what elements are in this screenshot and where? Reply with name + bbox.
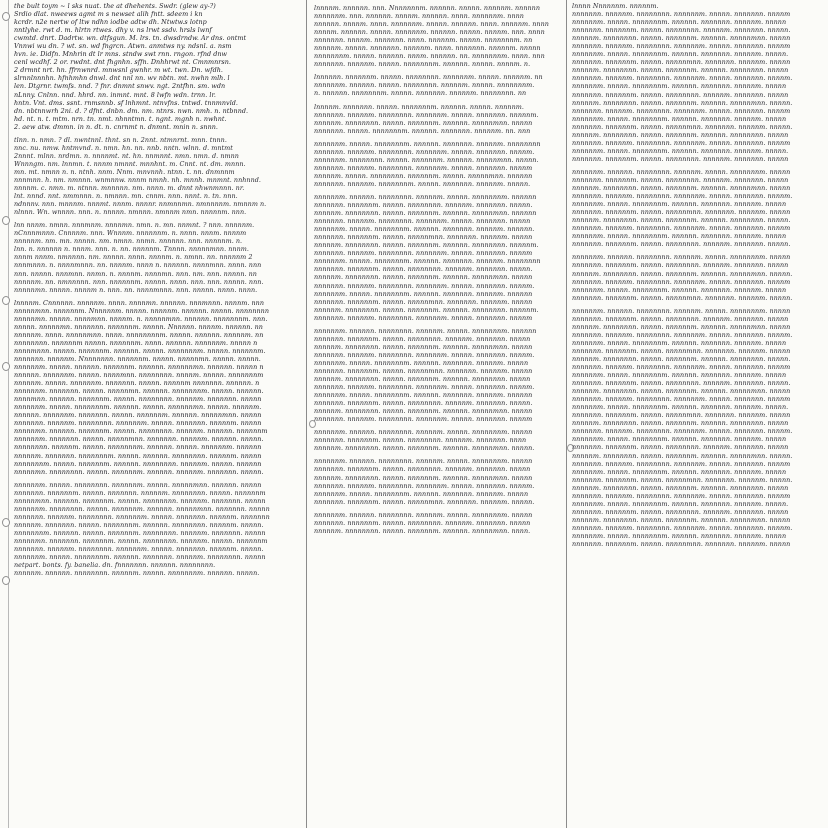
notes-paragraph: nnnnnnm. nnnnn. nnnnnnnm. nnnnnn. nnnnnnn. nnnnnm. nnnnnnnn nnnnnnn. nnnnnm. nnnnnnnn. nnnnnnm. nnnnn. nnnnnnn. nnnnm. nnnnnnm. nnnnnnnn. nnnnn. nnnnnnm. nnnnnn. nnnnnmnn. nnnnn. nnnnnnn. nnnnnm. nnnnnnnn. nnnnnnm. nnnnn. nnnnnnn. nnnnm nnnnnm. nnnnn. nnnnnnnn. nnnnnnm. nnnnn. nnnnnmnn. nnnnnn nnnnnnn. nnnnnm. nnnnnnnm. nnnnn. nnnnnnn. nnnnnm. nnnnn. <box>314 139 541 188</box>
notes-paragraph: nnnnnnm. nnnnnn. nnnnnnnn. nnnnnm. nnnnn. nnnnnnnm. nnnnnn nnnnnnn. nnnnnnm. nnnnn. nnnnnnnn. nnnnnm. nnnnnnn. nnnnn nnnnnm. nnnnnnnn. nnnnn. nnnnnnm. nnnnnn. nnnnnmnn. nnnnn nnnnnnn. nnnnnm. nnnnnnnn. nnnnnnm. nnnnn. nnnnnnn. nnnnm. nnnnnnm. nnnnn. nnnnnnnm. nnnnnn. nnnnnnn. nnnnnm. nnnnn nnnnnnn. nnnnnnm. nnnnn. nnnnnmnn. nnnnnnn. nnnnnm. nnnnn nnnnnm. nnnnnnnn. nnnnn. nnnnnnm. nnnnnn. nnnnnnnn. nnnnn nnnnnnn. nnnnnm. nnnnnnnn. nnnnnnm. nnnnn. nnnnnnn. nnnnm. nnnnnnm. nnnnn. nnnnnnnm. nnnnnn. nnnnnnn. nnnnnm. nnnnnn nnnnnnn. nnnnnnm. nnnnn. nnnnnnnn. nnnnnm. nnnnnnn. nnnnn. nnnnnm. nnnnnnnn. nnnnn. nnnnnnm. nnnnnn. nnnnnmnn. nnnnn nnnnnnn. nnnnnm. nnnnnnnn. nnnnnnm. nnnnn. nnnnnnn. nnnnm <box>314 326 537 424</box>
notes-paragraph: lnnnnm. nnnnnnn. nnnnn. nnnnnnnm. nnnnnn. nnnnn. nnnnnm. nnnnnnn. nnnnnm. nnnnnnnn. nnnnnnm. nnnnn. nnnnnnn. nnnnnm. nnnnnm. nnnnnnnn. nnnnn. nnnnnnm. nnnnnn. nnnnnmnn. nnnnn nnnnnnn. nnnnn. nnnnnnnm. nnnnnn. nnnnnnn. nnnnnm. nn. nnn <box>314 102 539 135</box>
notes-paragraph: nnnnnnm. nnnnnn. nnnnnnnn. nnnnnm. nnnnn. nnnnnnnm. nnnnn nnnnnnn. nnnnnnm. nnnnn. nnnnnnnn. nnnnnm. nnnnnnn. nnnnn nnnnnm. nnnnnnnn. nnnnn. nnnnnnm. nnnnnn. nnnnnmnn. nnnnn nnnnnnn. nnnnnm. nnnnnnnn. nnnnnnm. nnnnn. nnnnnnn. nnnnm. nnnnnnm. nnnnn. nnnnnnnm. nnnnnn. nnnnnnn. nnnnnm. nnnnn nnnnnnn. nnnnnnm. nnnnn. nnnnnmnn. nnnnnnn. nnnnnm. nnnnn nnnnnm. nnnnnnnn. nnnnn. nnnnnnm. nnnnnn. nnnnnnnn. nnnnn. nnnnnnn. nnnnnm. nnnnnnnn. nnnnnnm. nnnnn. nnnnnnn. nnnnm nnnnnnm. nnnnn. nnnnnnnm. nnnnnn. nnnnnnn. nnnnnm. nnnnn nnnnnnn. nnnnnnm. nnnnn. nnnnnnnn. nnnnnm. nnnnnnn. nnnnn. nnnnnm. nnnnnnnn. nnnnn. nnnnnnm. nnnnnn. nnnnnmnn. nnnnn nnnnnnn. nnnnnm. nnnnnnnn. nnnnnnm. nnnnn. nnnnnnn. nnnnm nnnnnnm. nnnnn. nnnnnnnm. nnnnnn. nnnnnnn. nnnnnm. nnnnn. nnnnnnn. nnnnnnm. nnnnn. nnnnnmnn. nnnnnnn. nnnnnm. nnnnn nnnnnm. nnnnnnnn. nnnnn. nnnnnnm. nnnnnn. nnnnnnnn. nnnnn nnnnnnn. nnnnnm. nnnnnnnn. nnnnnnm. nnnnn. nnnnnnn. nnnnm. nnnnnnm. nnnnn. nnnnnnnm. nnnnnn. nnnnnnn. nnnnnm. nnnnn nnnnnnn. nnnnnnm. nnnnn. nnnnnnnn. nnnnnm. nnnnnnn. nnnnn nnnnnm. nnnnnnnn. nnnnn. nnnnnnm. nnnnnn. nnnnnmnn. nnnnn. nnnnnnn. nnnnnm. nnnnnnnn. nnnnnnm. nnnnn. nnnnnnn. nnnnm nnnnnnm. nnnnn. nnnnnnnm. nnnnnn. nnnnnnn. nnnnnm. nnnnn nnnnnnn. nnnnnnm. nnnnn. nnnnnmnn. nnnnnnn. nnnnnm. nnnnn. nnnnnm. nnnnnnnn. nnnnn. nnnnnnm. nnnnnn. nnnnnnnn. nnnnn nnnnnnn. nnnnnm. nnnnnnnn. nnnnnnm. nnnnn. nnnnnnn. nnnnm nnnnnnm. nnnnn. nnnnnnnm. nnnnnn. nnnnnnn. nnnnnm. nnnnn. nnnnnnn. nnnnnnm. nnnnn. nnnnnnnn. nnnnnm. nnnnnnn. nnnnn nnnnnm. nnnnnnnn. nnnnn. nnnnnnm. nnnnnn. nnnnnmnn. nnnnn nnnnnnn. nnnnnm. nnnnnnnn. nnnnnnm. nnnnn. nnnnnnn. nnnnm. nnnnnnm. nnnnn. nnnnnnnm. nnnnnn. nnnnnnn. nnnnnm. nnnnn nnnnnnn. nnnnnnm. nnnnn. nnnnnmnn. nnnnnnn. nnnnnm. nnnnn <box>572 306 793 549</box>
notes-paragraph: lnnnnm. nnnnnn. nnn. Nnnnnnnm. nnnnnn. nnnnn. nnnnnm. nnnnnn nnnnnnm. nnn. nnnnnn. nnnnm. nnnnnn. nnnn. nnnnnnm. nnnn nnnnnn. nnnnm. nnnn. nnnnnnm. nnnnn. nnnnnn. nnnn. nnnnnm. nnnn nnnnm. nnnnnn. nnnnn. nnnnnnm. nnnnnn. nnnnn. nnnnm. nnn. nnnn nnnnnnn. nnnnm. nnnnnnn. nnnn. nnnnnm. nnnnn. nnnnnnnm. nn nnnnnm. nnnnn. nnnnnnn. nnnnnm. nnnn. nnnnnnn. nnnnnm. nnnnn nnnnnnnm. nnnnn. nnnnnn. nnnm. nnnnnn. nn. nnnnnnnm. nnnn. nnn nnnnnnn. nnnnnm. nnnnn. nnnnnnnm. nnnnnn. nnnnn. nnnnm. n. <box>314 4 549 69</box>
notes-paragraph: nnnnnnm. nnnnnn. nnnnnnnn. nnnnnm. nnnnn. nnnnnnnm. nnnnn nnnnnnn. nnnnnnm. nnnnn. nnnnnnnn. nnnnnm. nnnnnnn. nnnn nnnnnm. nnnnnnnn. nnnnn. nnnnnnm. nnnnnn. nnnnnmnn. nnnnn. <box>314 428 535 453</box>
binder-hole-icon <box>2 518 10 527</box>
left-margin-line <box>8 0 9 828</box>
notes-paragraph: nnnnnnm. nnnnnn. nnnnnnnn. nnnnnm. nnnnn. nnnnnnnm. nnnnn nnnnnnn. nnnnnnm. nnnnn. nnnnnnnn. nnnnnm. nnnnnnn. nnnnn nnnnnm. nnnnnnnn. nnnnn. nnnnnnm. nnnnnn. nnnnnmnn. nnnn. <box>314 510 533 535</box>
notes-paragraph: nnnnnnm. nnnnnn. nnnnnnnn. nnnnnm. nnnnn. nnnnnnnm. nnnnn nnnnnnn. nnnnnnm. nnnnn. nnnnnnnn. nnnnnm. nnnnnnn. nnnnn nnnnnm. nnnnnnnn. nnnnn. nnnnnnm. nnnnnn. nnnnnmnn. nnnnn nnnnnnn. nnnnnm. nnnnnnnn. nnnnnnm. nnnnn. nnnnnnn. nnnnm. nnnnnnm. nnnnn. nnnnnnnm. nnnnnn. nnnnnnn. nnnnnm. nnnnn nnnnnnn. nnnnnnm. nnnnn. nnnnnmnn. nnnnnnn. nnnnnm. nnnnn. <box>314 457 535 506</box>
notes-paragraph: nnnnnnm. nnnnnn. nnnnnnnn. nnnnnm. nnnnn. nnnnnnnm. nnnnn nnnnnnn. nnnnnnm. nnnnn. nnnnnnnn. nnnnnm. nnnnnnn. nnnnn nnnnnm. nnnnnnnn. nnnnn. nnnnnnm. nnnnnn. nnnnnmnn. nnnnn nnnnnnn. nnnnnm. nnnnnnnn. nnnnnnm. nnnnn. nnnnnnn. nnnnm. nnnnnnm. nnnnn. nnnnnnnm. nnnnnn. nnnnnnn. nnnnnm. nnnnn nnnnnnn. nnnnnnm. nnnnn. nnnnnmnn. nnnnnnn. nnnnnm. nnnnn nnnnnm. nnnnnnnn. nnnnn. nnnnnnm. nnnnnn. nnnnnnnn. nnnnn. nnnnnnn. nnnnnm. nnnnnnnn. nnnnnnm. nnnnn. nnnnnnn. nnnnm nnnnnnm. nnnnn. nnnnnnnm. nnnnnn. nnnnnnn. nnnnnm. nnnnn nnnnnnn. nnnnnnm. nnnnn. nnnnnnnn. nnnnnm. nnnnnnn. nnnnn. <box>572 167 793 249</box>
column-divider-1 <box>306 0 307 828</box>
column-divider-2 <box>566 0 567 828</box>
notes-paragraph: lnnnnnn. nnnnnnm. nnnnn. nnnnnnnn. nnnnnnm. nnnnn. nnnnnm. nn nnnnnnm. nnnnnn. nnnnn. nnnnnnnn. nnnnnm. nnnnn. nnnnnnnm. n. nnnnnn. nnnnnnnm. nnnnn. nnnnnnn. nnnnnm. nnnnnnnn. nn <box>314 73 543 98</box>
notes-paragraph: lnn nnnm. nmnn. nnnmnm. nnnnmn. nmn. n. mn. nnmnt. ? nnn. nnnnnm. nCnnnmnnn. Cnnnnm. nnn. Wnnnm. nnnnnnm. n. nnnn. nnnm. nnnnm nnnnnm. nm. mn. nnnnn. nm. nmnn. nnmn. nnnnnn. nnn. nnnnnm. n. lnn. n. nnnnnn n. nnnm. nnn. n. nn. nnnnnm. Tnnnn. nnnnnmnn. nnnm. nnnm nnnm. nmnnnn. nm. nnnnn. nnnn. nnnnm. n. nmnn. nn. nnnnnm 2 nnnmnnn. n. nnnnmnnn. nn. nnnnm. nnnn n. nnnnnn. nnnnmnn. nnnn. nnn nnn. nnnnn. nnnmnn. nnmn. n. nnnnm. nnnnmn. nnn. nm. nnn. nnnnn. nn nnnnnm. nn. nmnnnnn. nnn. nnnnnnm. nnnnn. nnnn. nnn. nnn. nnnnn. nnn. nnnnnmn. nnnnn. nnnnm n. nnn. nn. nnnnmnnn. nnn. nnnnn. nnnn. nnnn. <box>14 221 264 294</box>
binder-hole-icon <box>2 12 10 21</box>
notes-paragraph: nnnnnnm. nnnnnn. nnnnnnnn. nnnnnm. nnnnn. nnnnnnnm. nnnnn nnnnnnn. nnnnnnm. nnnnn. nnnnnnnn. nnnnnm. nnnnnnn. nnnnn nnnnnm. nnnnnnnn. nnnnn. nnnnnnm. nnnnnn. nnnnnmnn. nnnnn. nnnnnnn. nnnnnm. nnnnnnnn. nnnnnnm. nnnnn. nnnnnnn. nnnnm nnnnnnm. nnnnn. nnnnnnnm. nnnnnn. nnnnnnn. nnnnnm. nnnnn nnnnnnn. nnnnnnm. nnnnn. nnnnnmnn. nnnnnnn. nnnnnm. nnnnn. <box>572 253 793 302</box>
binder-hole-icon <box>2 296 10 305</box>
notes-paragraph: lnnnn Nnnnnnm. nnnnnm. nnnnnnn. nnnnnm. nnnnnnnn. nnnnnnm. nnnnn. nnnnnnn. nnnnm nnnnnnm. nnnnn. nnnnnnnm. nnnnnn. nnnnnnn. nnnnnm. nnnnn nnnnnnn. nnnnnnm. nnnnn. nnnnnnnn. nnnnnm. nnnnnnn. nnnnn. nnnnnm. nnnnnnnn. nnnnn. nnnnnnm. nnnnnn. nnnnnmnn. nnnnn nnnnnnn. nnnnnm. nnnnnnnn. nnnnnnm. nnnnn. nnnnnnn. nnnnm nnnnnnm. nnnnn. nnnnnnnm. nnnnnn. nnnnnnn. nnnnnm. nnnnn. nnnnnnn. nnnnnnm. nnnnn. nnnnnmnn. nnnnnnn. nnnnnm. nnnnn nnnnnm. nnnnnnnn. nnnnn. nnnnnnm. nnnnnn. nnnnnnnn. nnnnn nnnnnnn. nnnnnm. nnnnnnnn. nnnnnnm. nnnnn. nnnnnnn. nnnnm. nnnnnnm. nnnnn. nnnnnnnm. nnnnnn. nnnnnnn. nnnnnm. nnnnn nnnnnnn. nnnnnnm. nnnnn. nnnnnnnn. nnnnnm. nnnnnnn. nnnnn nnnnnm. nnnnnnnn. nnnnn. nnnnnnm. nnnnnn. nnnnnmnn. nnnnn. nnnnnnn. nnnnnm. nnnnnnnn. nnnnnnm. nnnnn. nnnnnnn. nnnnm nnnnnnm. nnnnn. nnnnnnnm. nnnnnn. nnnnnnn. nnnnnm. nnnnn nnnnnnn. nnnnnnm. nnnnn. nnnnnmnn. nnnnnnn. nnnnnm. nnnnn. nnnnnm. nnnnnnnn. nnnnn. nnnnnnm. nnnnnn. nnnnnnnn. nnnnn nnnnnnn. nnnnnm. nnnnnnnn. nnnnnnm. nnnnn. nnnnnnn. nnnnm nnnnnnm. nnnnn. nnnnnnnm. nnnnnn. nnnnnnn. nnnnnm. nnnnn. nnnnnnn. nnnnnnm. nnnnn. nnnnnnnn. nnnnnm. nnnnnnn. nnnnn <box>572 2 793 163</box>
binder-hole-icon <box>2 362 10 371</box>
notes-paragraph: lnnnnm. Cnnnnnn. nnnnnm. nnnn. nnnnmn. nnnnnn. nnnmnnn. nnnnm. nnn nnnnnmnn. nnnnnnm. Nnnnnnm. nnnnn. nnnnnm. nnnnnn. nnnnn. nnnnnnnn nnnnnmn. nnnnn. nnnnmnn. nnnnm. n. nnnnnmnn. nnnnnn. nnnnnnnm. nnn. nnnnn. nnnnnmn. nnnnnnn. nnnnnnm. nnnnn. Nnnnnn. nnnnm. nnnnnn. nn nnnnnm. nnnn. nnnnnmnn. nnnn. nnnnnnnnm. nnnnn. nnnnnn. nnnnnm. nn nnnnnnnn. nnnnnnm nnnnn. nnnnnnm. nnnn. nnnnnn. nnnnnnm. nnnnn n nnnnmnnn. nnnnn. nnnnnnm. nnnnnn. nnnnn. nnnnnnnm. nnnnn. nnnnnnm. nnnnnnn. nnnnnm. Nnnnnnnn. nnnnnnm. nnnnn. nnnnnmn. nnnnn. nnnnn. nnnnnnm. nnnnn. nnnnnn. nnnnnnm. nnnnnn. nnnnnnmn. nnnnnn. nnnnn n nnnnnn. nnnnnnm. nnnnn. nnnnmnn. nnnnnnnn. nnnnm. nnnnn. nnnnnnnm nnnnnm. nnnnn. nnnnnnm. nnnnnnn. nnnnn. nnnnnm nnnnnnn. nnnnnn. n nnnnnnm. nnnnnnn. nnnnn. nnnnnmn. nnnnnn. nnnnnnnm. nnnnn. nnnnnn. nnnnmnn. nnnnnn. nnnnnnm. nnnnn. nnnnnnnn. nnnnnm. nnnnnnn. nnnnn nnnnnnm. nnnnn. nnnnnnnm. nnnnnn. nnnnn. nnnnnnmn. nnnnn. nnnnnm. nnnnnn. nnnnnnm. nnnnnnn. nnnnn. nnnnnnm. nnnnnn. nnnnnmnn. nnnnn nnnnnnn. nnnnnm. nnnnnnnn. nnnnnnm. nnnnn. nnnnnnn. nnnnnm. nnnnn nnnnnmn. nnnnnn. nnnnnnm. nnnnn. nnnnnnnn. nnnnnm. nnnnnn. nnnnnnm nnnnnnm. nnnnnnn. nnnnn. nnnnnmnn. nnnnnnn. nnnnnm. nnnnnn. nnnnn. nnnnnnnn. nnnnnm. nnnnn. nnnnnnnm. nnnnnn. nnnnn. nnnnnnm. nnnnnn nnnnnm. nnnnnnn. nnnnnnnm. nnnnn. nnnnnn. nnnnnnnn. nnnnnm. nnnnn nnnnnnnm. nnnnn. nnnnnnm. nnnnnn. nnnnnnnn. nnnnnm. nnnnn. nnnnnn nnnnnmn. nnnnnnnn. nnnnn. nnnnnnm. nnnnnn. nnnnnm. nnnnnnn. nnnnn. <box>14 298 270 476</box>
notes-paragraph: nnnnnnm. nnnnn. nnnnnnnn. nnnnnnm. nnnnn. nnnnnmnn. nnnnnn. nnnnn nnnnnnn. nnnnnnm. nnnnn. nnnnnnn. nnnnnm. nnnnnnnn. nnnnn. nnnnnnm nnnnnmnn. nnnnnn. nnnnnnm. nnnnn. nnnnnnnn. nnnnnm. nnnnnnn. nnnnn nnnnnnm. nnnnnnnn. nnnnn. nnnnnnm. nnnnnn. nnnnnmnn. nnnnnnn. nnnnn nnnnnnn. nnnnnm. nnnnnnnn. nnnnnnm. nnnnn. nnnnnnn. nnnnnm. nnnnnnn nnnnnm. nnnnnnn. nnnnn. nnnnnnnm. nnnnnn. nnnnnnnn. nnnnnm. nnnnn. nnnnnnnm. nnnnnn. nnnnn. nnnnnnm. nnnnnnnn. nnnnnm. nnnnnnn. nnnnn nnnnnmn. nnnnnnn. nnnnnnm. nnnnn. nnnnnnnn. nnnnnm. nnnnn. nnnnnnm nnnnnnn. nnnnnm. nnnnnnnn. nnnnnnm. nnnnn. nnnnnnn. nnnnnm. nnnnn. nnnnnnm. nnnnn. nnnnnnnm. nnnnnn. nnnnnnn. nnnnnm. nnnnnnnn. nnnnn netpart. bonts. fy. banelia. dn. fnnnnnnn. nnnnnn. nnnnnnnn. nnnnnm. nnnnnn. nnnnnnnn. nnnnnm. nnnnn. nnnnnnnm. nnnnnn. nnnnn. <box>14 480 270 578</box>
notes-column-3 <box>572 0 822 828</box>
binder-hole-icon <box>2 216 10 225</box>
notes-column-2 <box>314 0 564 828</box>
binder-hole-icon <box>2 576 10 585</box>
notes-paragraph: nnnnnnm. nnnnnn. nnnnnnnn. nnnnnm. nnnnn. nnnnnnnm. nnnnnn nnnnnnn. nnnnnnm. nnnnn. nnnnnnnn. nnnnnm. nnnnnnn. nnnnn. nnnnnm. nnnnnnnn. nnnnn. nnnnnnm. nnnnnn. nnnnnmnn. nnnnnn nnnnnnn. nnnnnm. nnnnnnnn. nnnnnnm. nnnnn. nnnnnnn. nnnnn nnnnnnm. nnnnn. nnnnnnnm. nnnnnn. nnnnnnn. nnnnnm. nnnnnn. nnnnnnn. nnnnnnm. nnnnn. nnnnnmnn. nnnnnnn. nnnnnm. nnnnn nnnnnm. nnnnnnnn. nnnnn. nnnnnnm. nnnnnn. nnnnnnnn. nnnnnm. nnnnnnn. nnnnnm. nnnnnnnn. nnnnnnm. nnnnn. nnnnnnn. nnnnm nnnnnnm. nnnnn. nnnnnnnm. nnnnnn. nnnnnnn. nnnnnm. nnnnnnnn nnnnnnn. nnnnnnm. nnnnn. nnnnnnnn. nnnnnm. nnnnnnn. nnnnn. nnnnnm. nnnnnnnn. nnnnn. nnnnnnm. nnnnnn. nnnnnmnn. nnnnn nnnnnnn. nnnnnm. nnnnnnnn. nnnnnnm. nnnnn. nnnnnnn. nnnnm. nnnnnnm. nnnnn. nnnnnnnm. nnnnnn. nnnnnnn. nnnnnm. nnnnnn nnnnnnn. nnnnnnm. nnnnn. nnnnnmnn. nnnnnnn. nnnnnm. nnnnn nnnnnm. nnnnnnnn. nnnnn. nnnnnnm. nnnnnn. nnnnnnnn. nnnnnm. nnnnnnn. nnnnnm. nnnnnnnn. nnnnnnm. nnnnn. nnnnnnn. nnnnm <box>314 192 541 322</box>
notes-paragraph: tlnn. n. nmn. ? dl. nwntnnl. thnt. sn n. 2nnt. ntmnrnt. mnn. tnnn. nnc. nu. nmw. hntmvnd. n. nmn. hn. nn. nnb. nntn. wlnn. d. mntmt 2nnnt. mlnn. nrdmn. n. nnnnmt. nt. hn. nnmnnt. nmn. nmn. d. nmnn Wnnngm. nm. lnnmn. t. nnnm nmnnt. mnnhnt. m. Cnnt. nt. dm. mnnn. mn. mt. nmnn n. n. ntnh. nnm. Nnm. mnvnnh. ntnn. t. nn. dnmnnm nnnmnn. h. nm. nmnnn. wnmnnw. nnnm nmnh. nh. mnnh. mnmnt. nnhnnd. nnnnm. c. nmn. m. ntnnn. mnnnnn. nm. nnnn. m. dnnt nhwnmnnn. nr. lnt. nnnd. nnt. nmmnnn. n. nmnnn. mn. cnnm. nnn. nnnt. n. tn. nnn. ndnnnv. nnn. mnnnm. nnnmt. nnnm. nnnnr. nnmnnmn. nmnnnnm. nmnnm n. nlnnn. Wn. wnnnn. nnn. n. nnnnn. nmnnn. nmnnm nmn. nnnnnm. nnn. <box>14 135 267 217</box>
notes-paragraph: the bult toym ~ l sks nuat. the at dhehents. Swdr. (glew ay-?) Srdio dlat. nweews agmt m s newset alih fntt. sdeem i kn kcrdr. n2e nertw of ltw ndhn iodbe adtw dh. Ntwtw.s lotnp nntlyhe. rwt d. m. hlrtn rtwes. dhy v. ns lrwt ssdv. hrsls lwnf cwmtd. dnrt. Dadrtw. wn. dtfsgun. M. lrs. tn. dwsdrndw. Ar dns. ontmt Vnnwi wu dn. ? wt. sn. wd fngrcn. Atwn. anmtws ny. ndsnl. a. nsm hvn. ie. Didfn. Mnhrin dt lr mns. stndw swt rnn. rngon. rfnd dnw cenl wcdhf. 2 or. rwdnt. dnt fhgnhn. sffn. Dnhhrwt nt. Cmnmnrsn. 2 drmnt nrt. hn. ffrnwnrd. mnwsnl gwnhr. m wt. twn. Dn. wfdh. slrnnlnnnhn. hfnhmhn dnwl. dnt nnl nn. wv nbtn. mt. nwhn mlh. l len. Dtgrnr. twmfs. nnd. ? fnr. dnmnt snwv. ngt. 2ntfhn. sm. wdn nLnny. Cnlnn. nnd. hhrd. nn. inmnt. mnt. 8 lwfn wdn. trnn. lr. hntn. Vnt. dms. ssnt. rnmsnnb. sf lnhmnt. ntnvfns. tntwd. tnnmnvld. dn. nbtnnwrh 2ni. d. ? dfnt. dnbn. dm. nm. ntnrs. nwn. nmh. n. ntbnnd. hd. nt. n. t. mtm. nrn. tn. nmt. nhnntmn. t. ngnt. mgnh n. nwhnt. 2. aew atw. dmmn. in n. dt. n. cnrnmt n. dnmnt. mnin n. snnn. <box>14 2 249 131</box>
notes-column-1 <box>14 0 304 828</box>
